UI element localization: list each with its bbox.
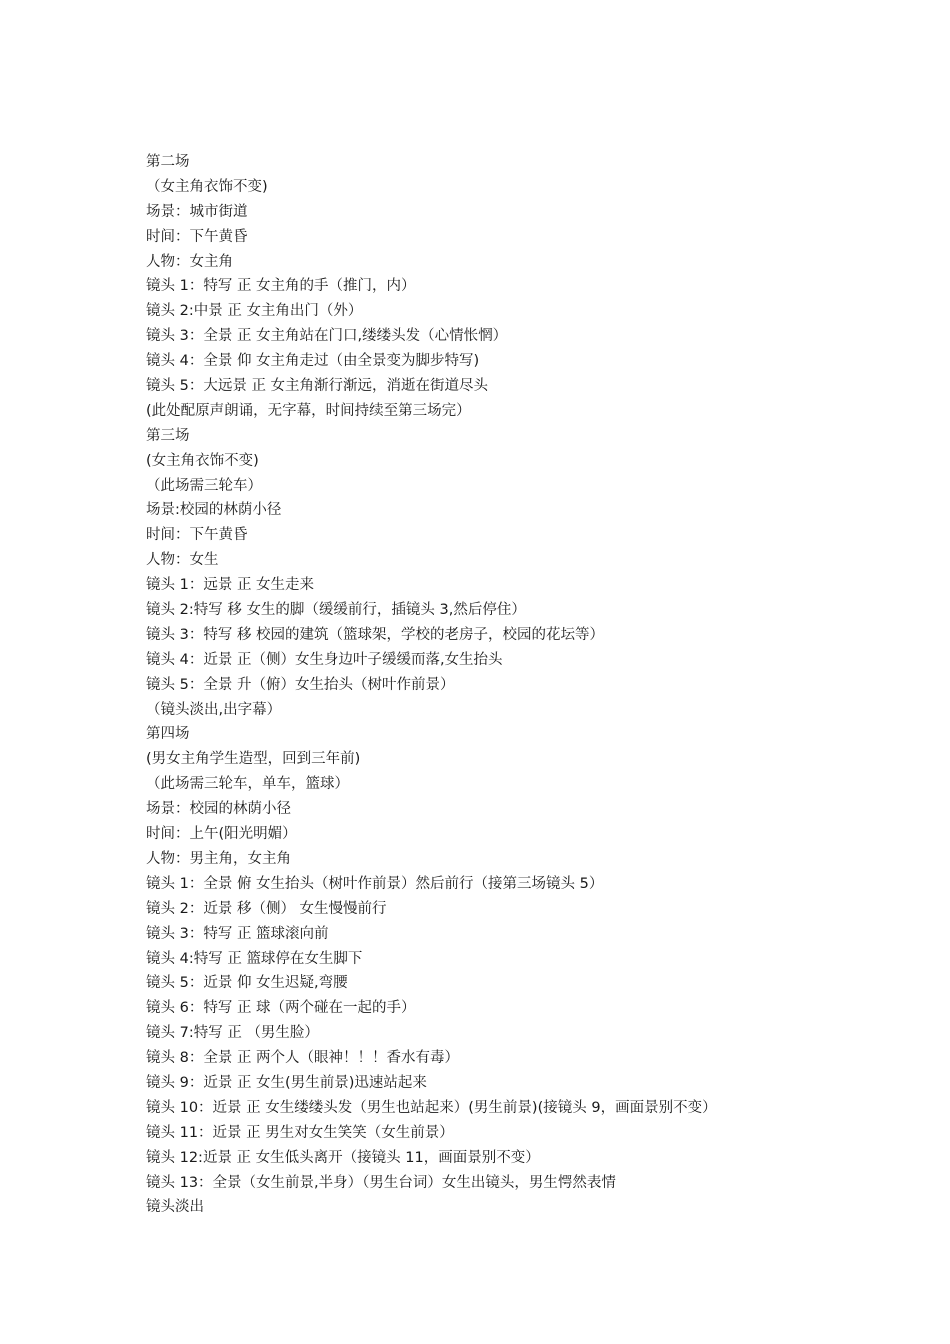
scene-4-shot-3: 镜头 3：特写 正 篮球滚向前: [146, 925, 329, 942]
scene-4-fade-out: 镜头淡出: [146, 1199, 204, 1216]
scene-4-shot-1: 镜头 1：全景 俯 女生抬头（树叶作前景）然后前行（接第三场镜头 5）: [146, 875, 604, 892]
scene-3-note: (女主角衣饰不变): [146, 452, 259, 469]
scene-4-shot-5: 镜头 5：近景 仰 女生迟疑,弯腰: [146, 975, 348, 992]
script-body: [146, 150, 926, 1220]
scene-4-shot-8: 镜头 8：全景 正 两个人（眼神！！！香水有毒）: [146, 1050, 460, 1067]
scene-4-shot-6: 镜头 6：特写 正 球（两个碰在一起的手）: [146, 1000, 416, 1017]
scene-3-characters: 人物：女生: [146, 552, 219, 569]
scene-2-shot-1: 镜头 1：特写 正 女主角的手（推门，内）: [146, 278, 416, 295]
scene-3-shot-3: 镜头 3：特写 移 校园的建筑（篮球架，学校的老房子，校园的花坛等）: [146, 626, 605, 643]
scene-2-audio-note: (此处配原声朗诵，无字幕，时间持续至第三场完）: [146, 402, 471, 419]
scene-3-shot-1: 镜头 1：远景 正 女生走来: [146, 577, 315, 594]
scene-3-shot-4: 镜头 4：近景 正（侧）女生身边叶子缓缓而落,女生抬头: [146, 651, 503, 668]
scene-2-note: （女主角衣饰不变): [146, 178, 268, 195]
scene-2-shot-3: 镜头 3：全景 正 女主角站在门口,缕缕头发（心情怅惘）: [146, 328, 508, 345]
scene-3-heading: 第三场: [146, 427, 190, 444]
scene-4-location: 场景：校园的林荫小径: [146, 801, 291, 818]
scene-4-props: （此场需三轮车，单车，篮球）: [146, 776, 349, 793]
scene-4-time: 时间：上午(阳光明媚）: [146, 826, 297, 843]
scene-4-heading: 第四场: [146, 726, 190, 743]
scene-3-time: 时间：下午黄昏: [146, 527, 248, 544]
scene-4-shot-10: 镜头 10：近景 正 女生缕缕头发（男生也站起来）(男生前景)(接镜头 9，画面景别不变）: [146, 1099, 717, 1116]
scene-4-shot-7: 镜头 7:特写 正 （男生脸）: [146, 1025, 319, 1042]
scene-2-location: 场景：城市街道: [146, 203, 248, 220]
scene-3-props: （此场需三轮车）: [146, 477, 262, 494]
scene-4-shot-11: 镜头 11：近景 正 男生对女生笑笑（女生前景）: [146, 1124, 454, 1141]
scene-2-shot-4: 镜头 4：全景 仰 女主角走过（由全景变为脚步特写): [146, 353, 480, 370]
scene-3-fade-note: （镜头淡出,出字幕）: [146, 701, 282, 718]
scene-3-shot-5: 镜头 5：全景 升（俯）女生抬头（树叶作前景）: [146, 676, 455, 693]
scene-4-shot-12: 镜头 12:近景 正 女生低头离开（接镜头 11，画面景别不变）: [146, 1149, 540, 1166]
scene-2-characters: 人物：女主角: [146, 253, 233, 270]
scene-3-shot-2: 镜头 2:特写 移 女生的脚（缓缓前行，插镜头 3,然后停住）: [146, 602, 526, 619]
scene-3-location: 场景:校园的林荫小径: [146, 502, 282, 519]
scene-4-note: (男女主角学生造型，回到三年前): [146, 751, 361, 768]
scene-4-shot-13: 镜头 13：全景（女生前景,半身）（男生台词）女生出镜头，男生愕然表情: [146, 1174, 616, 1191]
scene-4-shot-9: 镜头 9：近景 正 女生(男生前景)迅速站起来: [146, 1074, 427, 1091]
scene-4-shot-4: 镜头 4:特写 正 篮球停在女生脚下: [146, 950, 363, 967]
scene-4-shot-2: 镜头 2：近景 移（侧） 女生慢慢前行: [146, 900, 387, 917]
scene-2-shot-5: 镜头 5：大远景 正 女主角渐行渐远，消逝在街道尽头: [146, 378, 489, 395]
scene-2-shot-2: 镜头 2:中景 正 女主角出门（外）: [146, 303, 363, 320]
scene-2-heading: 第二场: [146, 154, 190, 170]
scene-2-time: 时间：下午黄昏: [146, 228, 248, 245]
scene-4-characters: 人物：男主角，女主角: [146, 850, 291, 867]
